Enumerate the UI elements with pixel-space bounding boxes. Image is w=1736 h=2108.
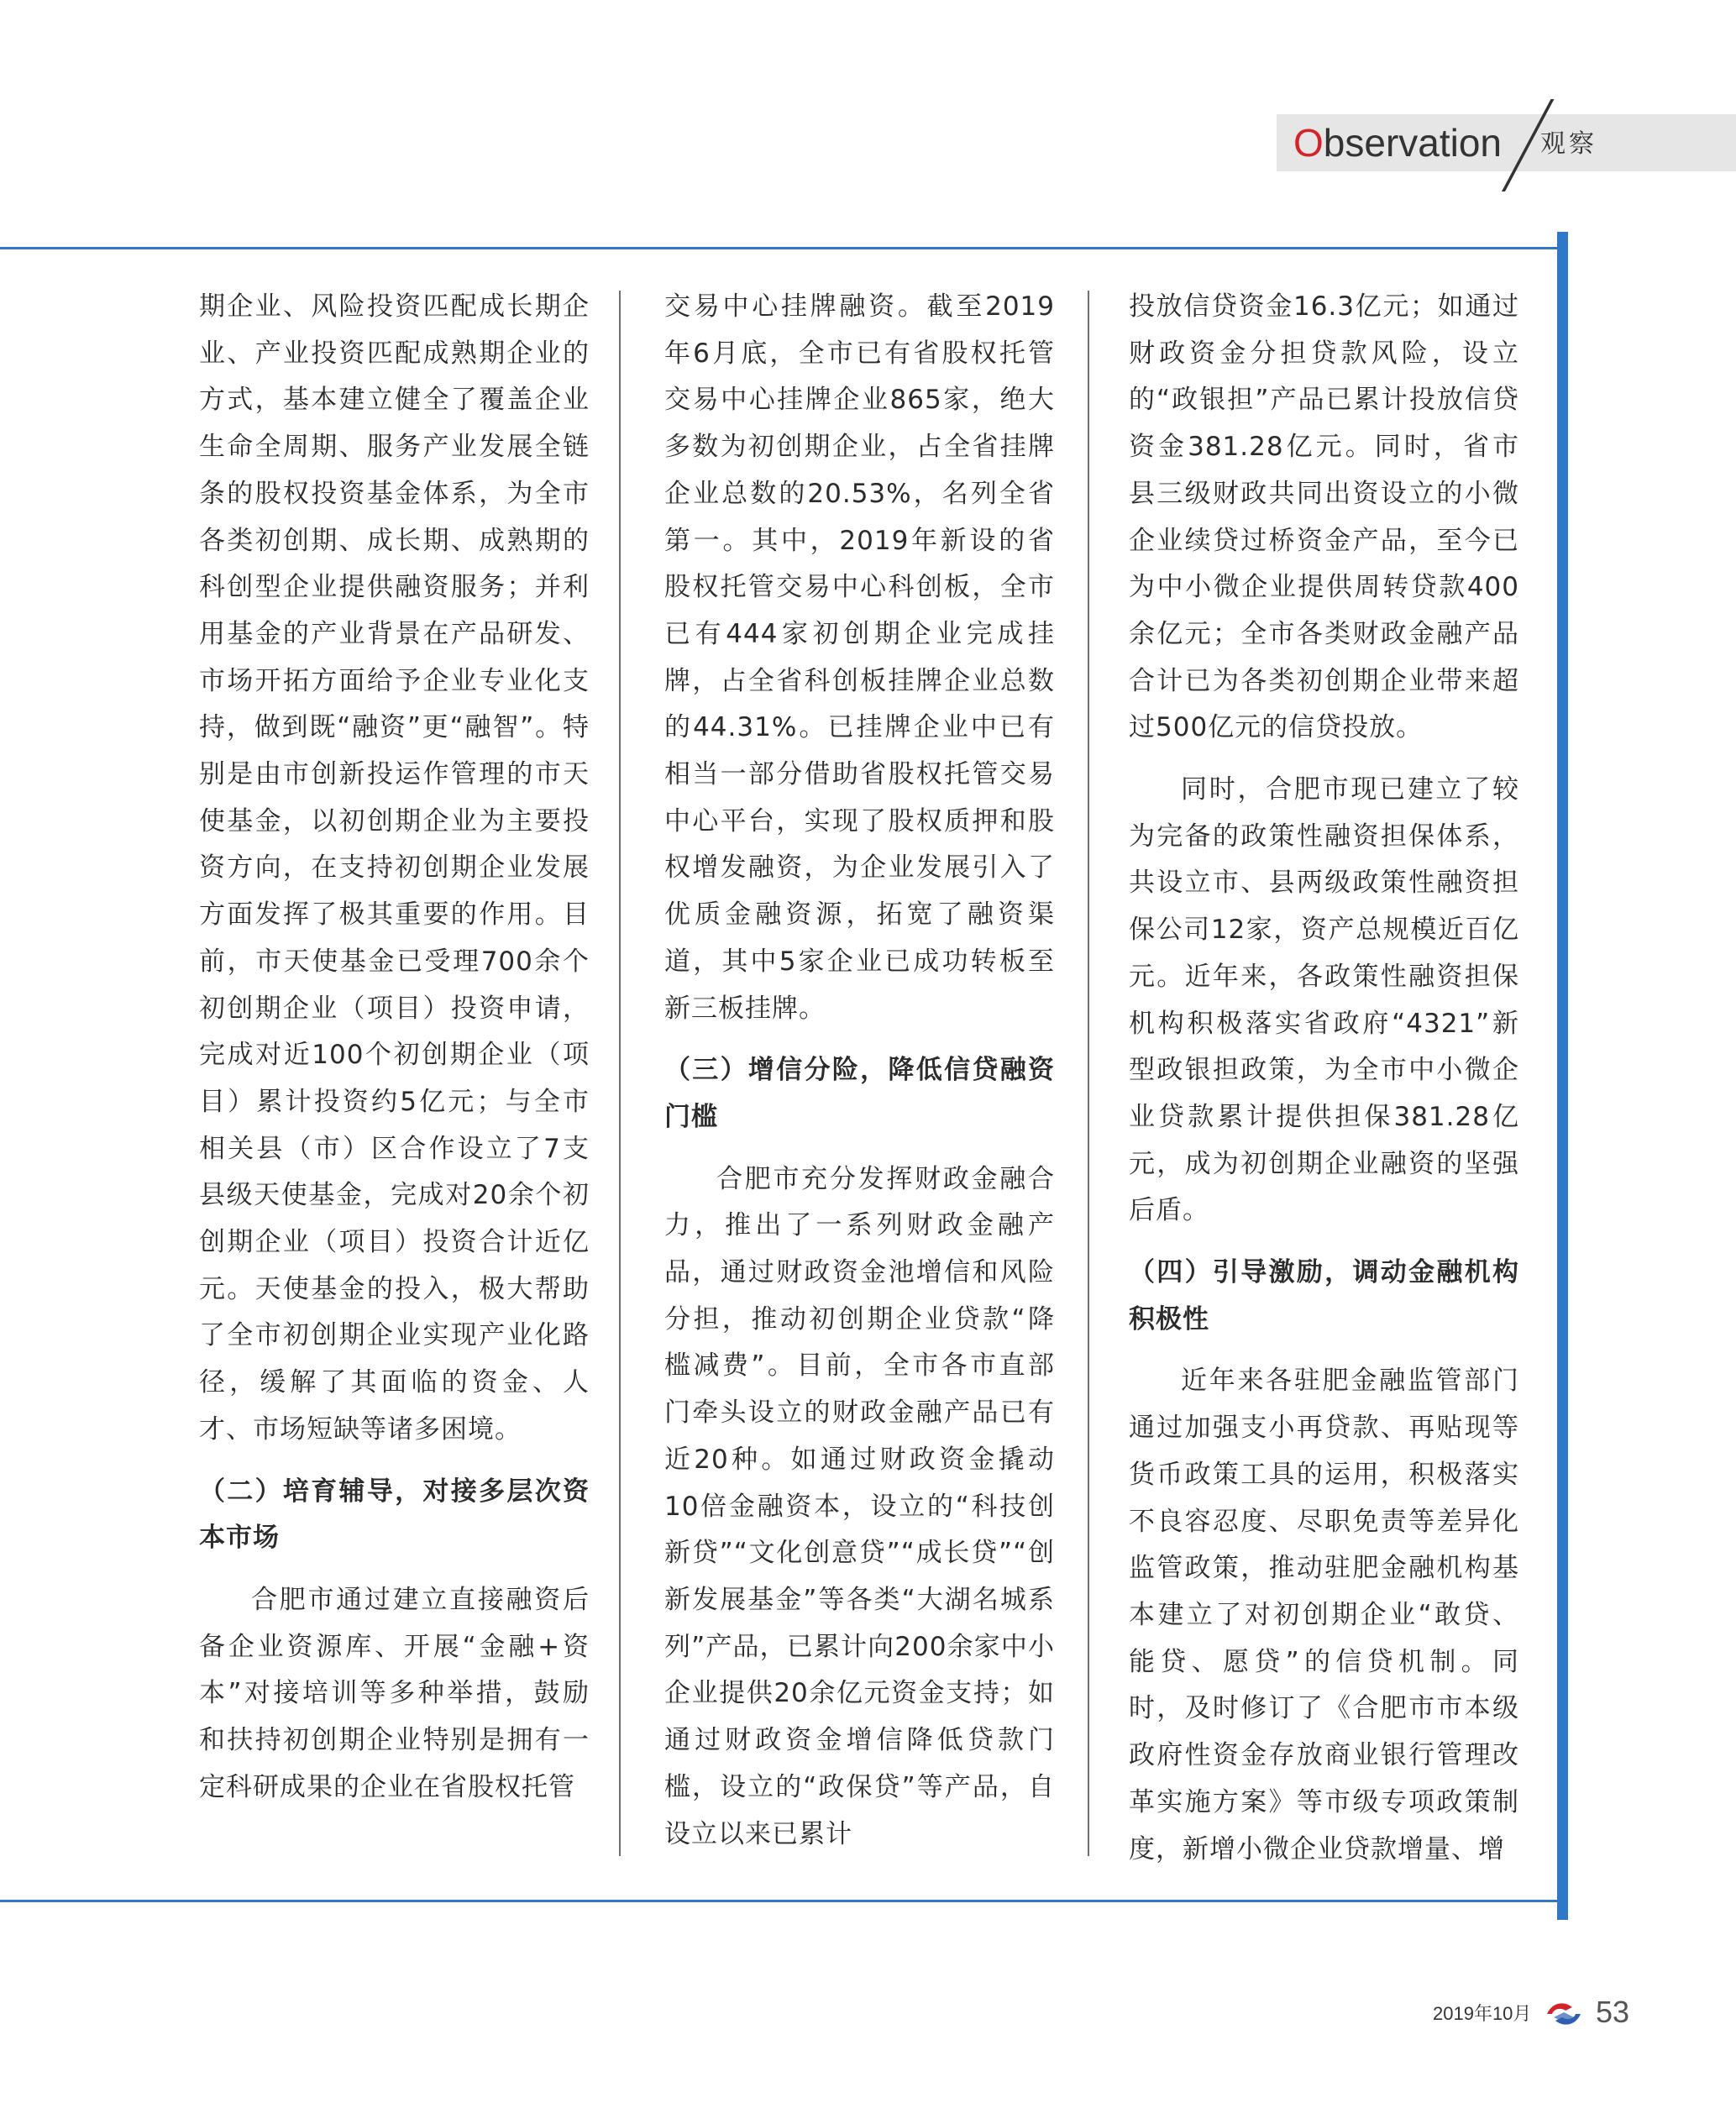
text-column-3 bbox=[1129, 284, 1519, 1873]
text-column-1 bbox=[199, 284, 590, 1812]
bottom-rule bbox=[0, 1900, 1567, 1902]
section-heading: （四）引导激励，调动金融机构积极性 bbox=[1129, 1257, 1519, 1335]
column-separator-2 bbox=[1088, 291, 1089, 1856]
section-heading: （三）增信分险，降低信贷融资门槛 bbox=[664, 1055, 1055, 1132]
body-paragraph: 近年来各驻肥金融监管部门通过加强支小再贷款、再贴现等货币政策工具的运用，积极落实不良容忍度、尽职免责等差异化监管政策，推动驻肥金融机构基本建立了对初创期企业“敢贷、能贷、愿贷”的信贷机制。同时，及时修订了《合肥市市本级政府性资金存放商业银行管理改革实施方案》等市级专项政策制度，新增小微企业贷款增量、增 bbox=[1129, 1366, 1519, 1864]
section-title-initial: O bbox=[1293, 121, 1324, 165]
text-column-2 bbox=[664, 284, 1055, 1858]
issue-date: 2019年10月 bbox=[1433, 2003, 1532, 2024]
body-paragraph: 同时，合肥市现已建立了较为完备的政策性融资担保体系，共设立市、县两级政策性融资担保公司12家，资产总规模近百亿元。近年来，各政策性融资担保机构积极落实省政府“4321”新型政银担政策，为全市中小微企业贷款累计提供担保381.28亿元，成为初创期企业融资的坚强后盾。 bbox=[1129, 774, 1519, 1226]
column-separator-1 bbox=[619, 291, 621, 1856]
section-title-cn: 观察 bbox=[1540, 129, 1597, 159]
body-paragraph: 投放信贷资金16.3亿元；如通过财政资金分担贷款风险，设立的“政银担”产品已累计投放信贷资金381.28亿元。同时，省市县三级财政共同出资设立的小微企业续贷过桥资金产品，至今已为中小微企业提供周转贷款400余亿元；全市各类财政金融产品合计已为各类初创期企业带来超过500亿元的信贷投放。 bbox=[1129, 291, 1519, 743]
top-rule bbox=[0, 247, 1567, 249]
body-paragraph: 期企业、风险投资匹配成长期企业、产业投资匹配成熟期企业的方式，基本建立健全了覆盖企业生命全周期、服务产业发展全链条的股权投资基金体系，为全市各类初创期、成长期、成熟期的科创型企业提供融资服务；并利用基金的产业背景在产品研发、市场开拓方面给予企业专业化支持，做到既“融资”更“融智”。特别是由市创新投运作管理的市天使基金，以初创期企业为主要投资方向，在支持初创期企业发展方面发挥了极其重要的作用。目前，市天使基金已受理700余个初创期企业（项目）投资申请，完成对近100个初创期企业（项目）累计投资约5亿元；与全市相关县（市）区合作设立了7支县级天使基金，完成对20余个初创期企业（项目）投资合计近亿元。天使基金的投入，极大帮助了全市初创期企业实现产业化路径，缓解了其面临的资金、人才、市场短缺等诸多困境。 bbox=[199, 291, 590, 1445]
page-number: 53 bbox=[1596, 1995, 1630, 2029]
body-paragraph: 交易中心挂牌融资。截至2019年6月底，全市已有省股权托管交易中心挂牌企业865家，绝大多数为初创期企业，占全省挂牌企业总数的20.53%，名列全省第一。其中，2019年新设的省股权托管交易中心科创板，全市已有444家初创期企业完成挂牌，占全省科创板挂牌企业总数的44.31%。已挂牌企业中已有相当一部分借助省股权托管交易中心平台，实现了股权质押和股权增发融资，为企业发展引入了优质金融资源，拓宽了融资渠道，其中5家企业已成功转板至新三板挂牌。 bbox=[664, 291, 1055, 1024]
magazine-logo-icon bbox=[1544, 1997, 1584, 2031]
body-paragraph: 合肥市充分发挥财政金融合力，推出了一系列财政金融产品，通过财政资金池增信和风险分担，推动初创期企业贷款“降槛减费”。目前，全市各市直部门牵头设立的财政金融产品已有近20种。如通过财政资金撬动10倍金融资本，设立的“科技创新贷”“文化创意贷”“成长贷”“创新发展基金”等各类“大湖名城系列”产品，已累计向200余家中小企业提供20余亿元资金支持；如通过财政资金增信降低贷款门槛，设立的“政保贷”等产品，自设立以来已累计 bbox=[664, 1163, 1055, 1849]
section-title-rest: bservation bbox=[1323, 121, 1503, 165]
section-title-en bbox=[1293, 116, 1502, 170]
section-heading: （二）培育辅导，对接多层次资本市场 bbox=[199, 1476, 590, 1554]
body-paragraph: 合肥市通过建立直接融资后备企业资源库、开展“金融+资本”对接培训等多种举措，鼓励和扶持初创期企业特别是拥有一定科研成果的企业在省股权托管 bbox=[199, 1584, 590, 1802]
right-accent-bar bbox=[1557, 232, 1568, 1920]
